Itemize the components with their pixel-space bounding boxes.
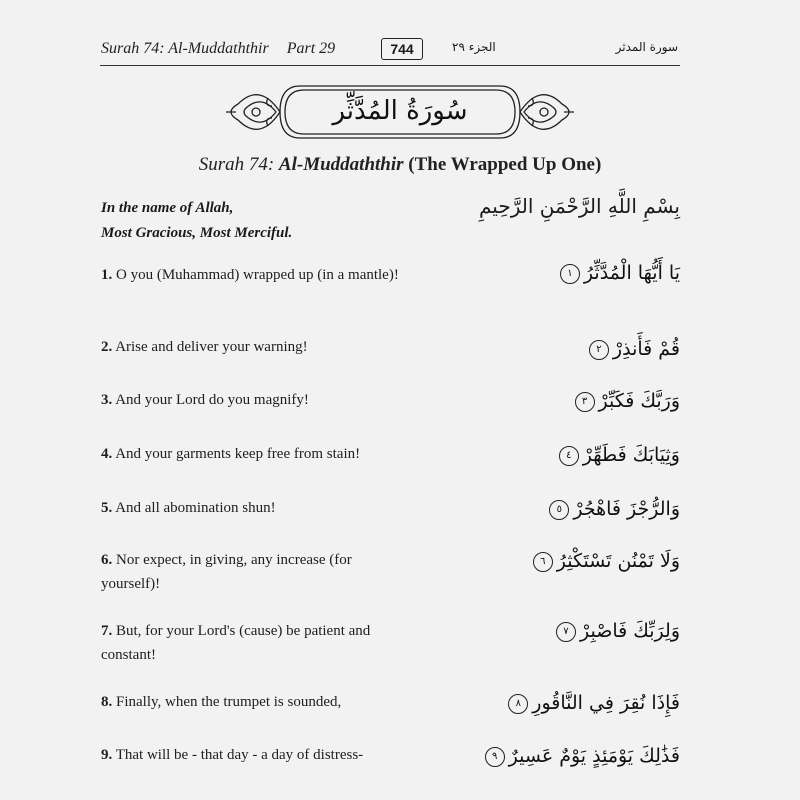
verse-arabic-text: وَلَا تَمْنُن تَسْتَكْثِرُ xyxy=(556,550,680,572)
verse-arabic-text: وَثِيَابَكَ فَطَهِّرْ xyxy=(582,444,680,466)
ayah-marker: ١ xyxy=(560,264,580,284)
surah-title xyxy=(0,154,800,176)
ayah-marker: ٨ xyxy=(508,694,528,714)
ayah-marker: ٥ xyxy=(549,500,569,520)
verse-text: And your garments keep free from stain! xyxy=(115,446,361,462)
verse-text: And all abomination shun! xyxy=(115,500,276,516)
verse-number: 5. xyxy=(101,500,113,516)
verse-text: Arise and deliver your warning! xyxy=(115,339,308,355)
surah-name: Al-Muddaththir xyxy=(278,154,404,175)
header-left xyxy=(101,40,335,58)
verse-number: 8. xyxy=(101,694,113,710)
ornament-arabic-title: سُورَةُ المُدَّثِّر xyxy=(332,96,468,126)
verse-1-english xyxy=(101,263,401,287)
verse-3-arabic xyxy=(575,390,680,412)
ayah-marker: ٢ xyxy=(589,340,609,360)
verse-number: 3. xyxy=(101,392,113,408)
verse-arabic-text: قُمْ فَأَنذِرْ xyxy=(612,338,680,360)
verse-text: And your Lord do you magnify! xyxy=(115,392,309,408)
verse-arabic-text: وَرَبَّكَ فَكَبِّرْ xyxy=(598,390,680,412)
verse-8-arabic xyxy=(508,692,680,714)
page-number: 744 xyxy=(381,38,423,60)
ayah-marker: ٧ xyxy=(556,622,576,642)
verse-number: 1. xyxy=(101,267,113,283)
verse-1-arabic xyxy=(560,262,680,284)
verse-2-arabic xyxy=(589,338,680,360)
verse-4-arabic xyxy=(559,444,680,466)
verse-text: Nor expect, in giving, any increase (for yourself)! xyxy=(101,552,352,592)
verse-9-arabic xyxy=(485,745,680,767)
surah-translation: (The Wrapped Up One) xyxy=(408,154,602,175)
header-part-label: Part 29 xyxy=(286,40,336,57)
ayah-marker: ٩ xyxy=(485,747,505,767)
verse-9-english xyxy=(101,743,401,767)
basmala-line-2: Most Gracious, Most Merciful. xyxy=(101,225,293,241)
verse-text: That will be - that day - a day of distress- xyxy=(115,747,364,763)
verse-number: 9. xyxy=(101,747,113,763)
verse-arabic-text: فَذَٰلِكَ يَوْمَئِذٍ يَوْمٌ عَسِيرٌ xyxy=(508,745,680,767)
verse-2-english xyxy=(101,335,401,359)
ayah-marker: ٣ xyxy=(575,392,595,412)
header-surah-label: Surah 74: Al-Muddaththir xyxy=(101,40,269,57)
verse-text: O you (Muhammad) wrapped up (in a mantle)! xyxy=(116,267,399,283)
verse-3-english xyxy=(101,388,401,412)
verse-5-english xyxy=(101,496,401,520)
verse-6-english xyxy=(101,548,401,596)
verse-text: Finally, when the trumpet is sounded, xyxy=(116,694,342,710)
verse-arabic-text: فَإِذَا نُقِرَ فِي النَّاقُورِ xyxy=(532,692,680,714)
verse-4-english xyxy=(101,442,401,466)
basmala-line-1: In the name of Allah, xyxy=(101,200,234,216)
verse-number: 4. xyxy=(101,446,113,462)
verse-arabic-text: يَا أَيُّهَا الْمُدَّثِّرُ xyxy=(583,262,680,284)
header-rule xyxy=(100,65,680,66)
verse-arabic-text: وَلِرَبِّكَ فَاصْبِرْ xyxy=(579,620,680,642)
verse-number: 2. xyxy=(101,339,113,355)
verse-8-english xyxy=(101,690,401,714)
verse-7-english xyxy=(101,619,401,667)
verse-number: 7. xyxy=(101,623,113,639)
header-surah-arabic: سورة المدثر xyxy=(615,40,678,54)
verse-7-arabic xyxy=(556,620,680,642)
surah-number: Surah 74: xyxy=(198,154,275,175)
ayah-marker: ٦ xyxy=(533,552,553,572)
basmala-arabic: بِسْمِ اللَّهِ الرَّحْمَنِ الرَّحِيمِ xyxy=(478,194,680,218)
basmala-english xyxy=(101,196,381,246)
verse-5-arabic xyxy=(549,498,680,520)
ayah-marker: ٤ xyxy=(559,446,579,466)
verse-number: 6. xyxy=(101,552,113,568)
verse-6-arabic xyxy=(533,550,680,572)
verse-text: But, for your Lord's (cause) be patient and constant! xyxy=(101,623,371,663)
verse-arabic-text: وَالرُّجْزَ فَاهْجُرْ xyxy=(573,498,680,520)
header-juz-arabic: الجزء ٢٩ xyxy=(452,40,496,54)
